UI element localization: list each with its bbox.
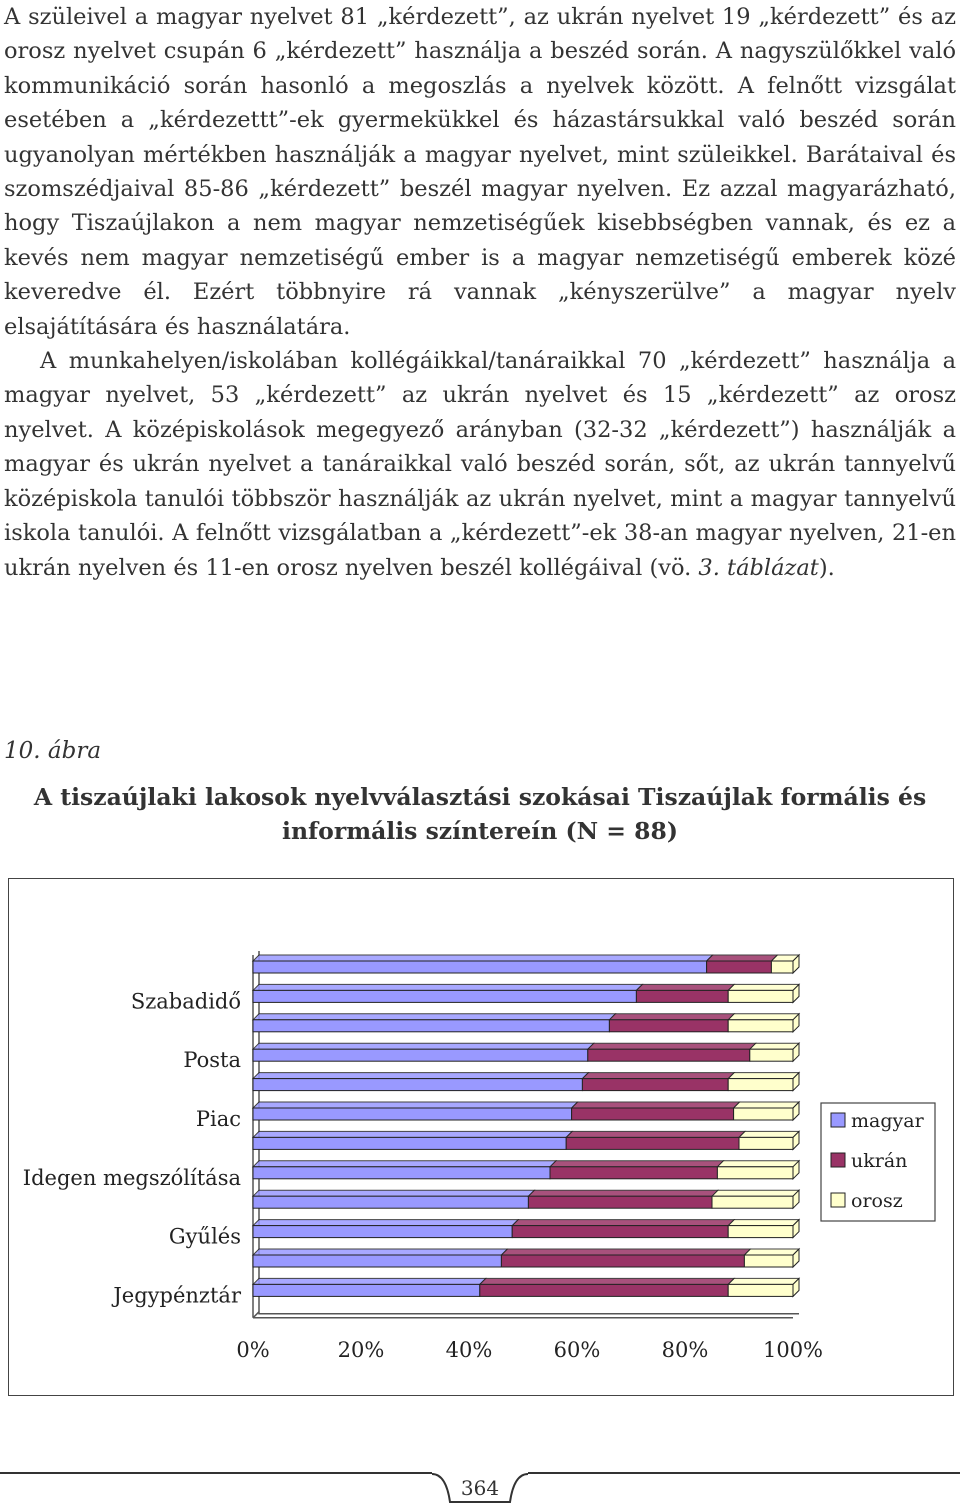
bar-top-ukrán-9 — [512, 1220, 734, 1226]
bar-orosz-11 — [728, 1284, 793, 1296]
bar-top-magyar-1 — [253, 984, 642, 990]
plot-floor-edge — [253, 1312, 259, 1318]
bar-magyar-7 — [253, 1167, 550, 1179]
bar-ukrán-11 — [480, 1284, 728, 1296]
bar-magyar-4 — [253, 1079, 582, 1091]
bar-magyar-0 — [253, 961, 707, 973]
bar-top-magyar-3 — [253, 1043, 594, 1049]
paragraph-2-end: ). — [818, 554, 835, 581]
bar-top-ukrán-2 — [609, 1014, 734, 1020]
x-tick-label: 80% — [661, 1338, 709, 1362]
page-number: 364 — [460, 1476, 500, 1500]
bar-top-magyar-10 — [253, 1249, 507, 1255]
bar-orosz-9 — [728, 1226, 793, 1238]
bar-ukrán-2 — [609, 1020, 728, 1032]
bar-magyar-9 — [253, 1226, 512, 1238]
category-label: Posta — [183, 1048, 241, 1073]
x-tick-label: 60% — [553, 1338, 601, 1362]
bar-magyar-3 — [253, 1049, 588, 1061]
stacked-bar-chart — [9, 879, 955, 1397]
category-label: Szabadidő — [130, 989, 241, 1014]
bar-orosz-2 — [728, 1020, 793, 1032]
legend-label-orosz: orosz — [851, 1190, 903, 1212]
bar-top-magyar-0 — [253, 955, 713, 961]
bar-top-magyar-2 — [253, 1014, 615, 1020]
bar-magyar-5 — [253, 1108, 572, 1120]
paragraph-1: A szüleivel a magyar nyelvet 81 „kérdezett”, az ukrán nyelvet 19 „kérdezett” és az orosz nyelvet csupán 6 „kérdezett” használja a beszéd során. A nagyszülőkkel való kommunikáció során hasonló a megoszlás a nyelvek között. A felnőtt vizsgálat esetében a „kérdezettt”-ek gyermekükkel és házastársukkal való beszéd során ugyanolyan mértékben használják a magyar nyelvet, mint szüleikkel. Barátaival és szomszédjaival 85-86 „kérdezett” beszél magyar nyelven. Ez azzal magyarázható, hogy Tiszaújlakon a nem magyar nemzetiségűek kisebbségben vannak, és ez a kevés nem magyar nemzetiségű ember is a magyar nemzetiségű emberek közé keveredve él. Ezért többnyire rá vannak „kényszerülve” a magyar nyelv elsajátítására és használatára. — [4, 4, 956, 340]
bar-top-ukrán-8 — [528, 1190, 718, 1196]
bar-top-ukrán-10 — [501, 1249, 750, 1255]
bar-orosz-5 — [734, 1108, 793, 1120]
bar-top-ukrán-5 — [572, 1102, 740, 1108]
bar-ukrán-9 — [512, 1226, 728, 1238]
bar-magyar-8 — [253, 1196, 528, 1208]
bar-top-magyar-5 — [253, 1102, 578, 1108]
legend-swatch-ukrán — [831, 1153, 845, 1167]
legend-swatch-orosz — [831, 1193, 845, 1207]
category-label: Idegen megszólítása — [22, 1165, 241, 1190]
bar-top-orosz-3 — [750, 1043, 799, 1049]
category-label: Gyűlés — [168, 1224, 241, 1249]
bar-top-orosz-11 — [728, 1278, 799, 1284]
bar-orosz-10 — [744, 1255, 793, 1267]
bar-top-ukrán-7 — [550, 1161, 723, 1167]
bar-top-magyar-11 — [253, 1278, 486, 1284]
bar-ukrán-7 — [550, 1167, 717, 1179]
x-tick-label: 40% — [445, 1338, 493, 1362]
bar-ukrán-4 — [582, 1079, 728, 1091]
bar-ukrán-3 — [588, 1049, 750, 1061]
category-label: Piac — [195, 1107, 241, 1131]
bar-magyar-2 — [253, 1020, 609, 1032]
bar-ukrán-5 — [572, 1108, 734, 1120]
x-tick-label: 100% — [762, 1338, 824, 1362]
bar-orosz-8 — [712, 1196, 793, 1208]
legend-swatch-magyar — [831, 1113, 845, 1127]
bar-top-orosz-5 — [734, 1102, 799, 1108]
figure-label: 10. ábra — [4, 738, 102, 764]
bar-top-magyar-9 — [253, 1220, 518, 1226]
legend-label-ukrán: ukrán — [851, 1150, 908, 1172]
bar-magyar-6 — [253, 1137, 566, 1149]
bar-top-orosz-1 — [728, 984, 799, 990]
legend-label-magyar: magyar — [851, 1110, 924, 1132]
bar-top-ukrán-3 — [588, 1043, 756, 1049]
bar-top-ukrán-1 — [636, 984, 734, 990]
bar-orosz-7 — [717, 1167, 793, 1179]
bar-magyar-11 — [253, 1284, 480, 1296]
bar-top-orosz-7 — [717, 1161, 799, 1167]
x-tick-label: 0% — [236, 1338, 270, 1362]
bar-top-orosz-6 — [739, 1131, 799, 1137]
bar-top-orosz-8 — [712, 1190, 799, 1196]
body-text — [4, 0, 956, 585]
bar-ukrán-0 — [707, 961, 772, 973]
bar-magyar-10 — [253, 1255, 501, 1267]
bar-top-magyar-8 — [253, 1190, 534, 1196]
bar-magyar-1 — [253, 990, 636, 1002]
bar-orosz-3 — [750, 1049, 793, 1061]
bar-ukrán-1 — [636, 990, 728, 1002]
bar-orosz-6 — [739, 1137, 793, 1149]
bar-top-magyar-6 — [253, 1131, 572, 1137]
bar-top-ukrán-4 — [582, 1073, 734, 1079]
bar-top-orosz-2 — [728, 1014, 799, 1020]
bar-top-magyar-4 — [253, 1073, 588, 1079]
bar-top-orosz-9 — [728, 1220, 799, 1226]
bar-orosz-1 — [728, 990, 793, 1002]
bar-top-magyar-7 — [253, 1161, 556, 1167]
x-tick-label: 20% — [337, 1338, 385, 1362]
chart-frame — [8, 878, 954, 1396]
bar-orosz-4 — [728, 1079, 793, 1091]
bar-top-ukrán-6 — [566, 1131, 745, 1137]
paragraph-2-text: A munkahelyen/iskolában kollégáikkal/tanáraikkal 70 „kérdezett” használja a magyar nyelvet, 53 „kérdezett” az ukrán nyelvet és 15 „kérdezett” az orosz nyelvet. A középiskolások megegyező arányban (32-32 „kérdezett”) használják a magyar és ukrán nyelvet a tanáraikkal való beszéd során, sőt, az ukrán tannyelvű középiskola tanulói többször használják az ukrán nyelvet, mint a magyar tannyelvű iskola tanulói. A felnőtt vizsgálatban a „kérdezett”-ek 38-an magyar nyelven, 21-en ukrán nyelven és 11-en orosz nyelven beszél kollégáival (vö. — [4, 348, 956, 581]
bar-ukrán-8 — [528, 1196, 712, 1208]
bar-top-ukrán-11 — [480, 1278, 734, 1284]
bar-top-orosz-10 — [744, 1249, 799, 1255]
bar-orosz-0 — [771, 961, 793, 973]
category-label: Jegypénztár — [113, 1283, 241, 1308]
bar-top-orosz-4 — [728, 1073, 799, 1079]
figure-title: A tiszaújlaki lakosok nyelvválasztási szokásai Tiszaújlak formális és informális színtereín (N = 88) — [33, 783, 927, 845]
bar-ukrán-10 — [501, 1255, 744, 1267]
table-reference: 3. táblázat — [698, 554, 819, 581]
bar-top-ukrán-0 — [707, 955, 778, 961]
paragraph-2 — [4, 344, 956, 585]
bar-ukrán-6 — [566, 1137, 739, 1149]
